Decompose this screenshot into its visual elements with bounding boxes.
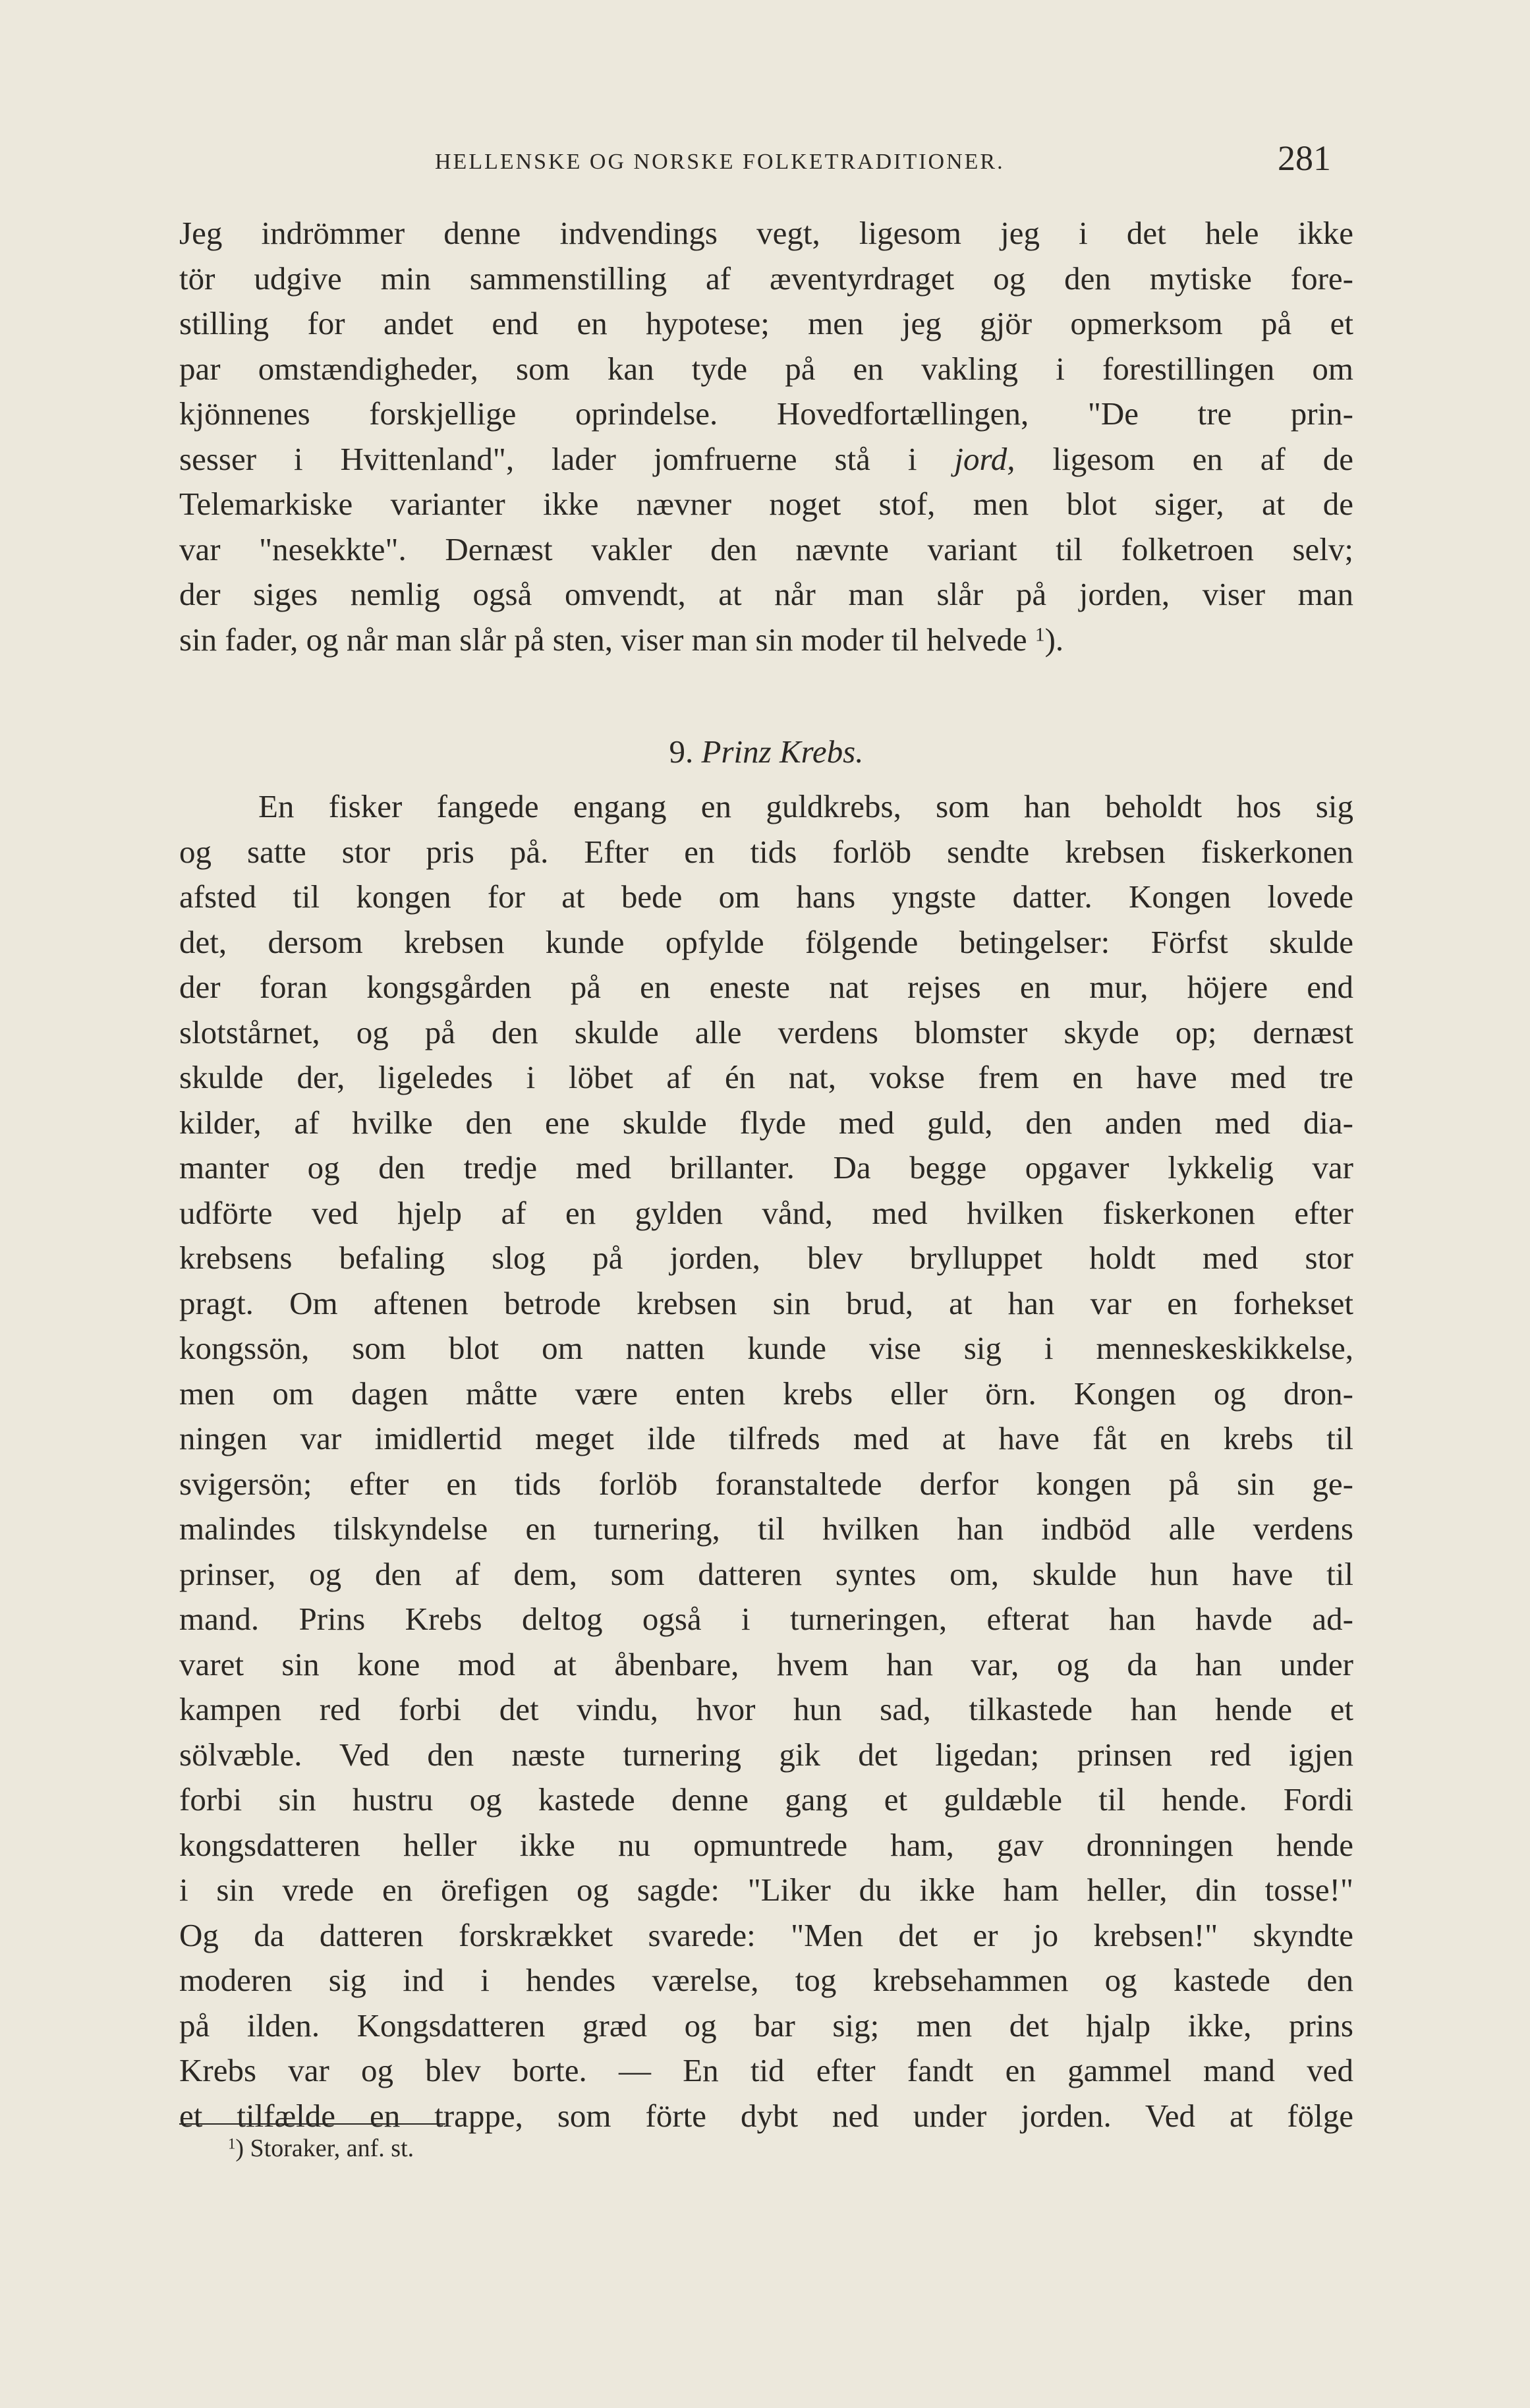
text-line: manter og den tredje med brillanter. Da begge opgaver lykkelig var bbox=[179, 1149, 1353, 1186]
text-line: skulde der, ligeledes i löbet af én nat, vokse frem en have med tre bbox=[179, 1059, 1353, 1095]
text-line: kjönnenes forskjellige oprindelse. Hovedfortællingen, "De tre prin- bbox=[179, 395, 1353, 432]
text-line: forbi sin hustru og kastede denne gang et guldæble til hende. Fordi bbox=[179, 1781, 1353, 1818]
footnote-marker: 1 bbox=[228, 2135, 236, 2152]
text-line bbox=[179, 617, 1353, 663]
text-line: En fisker fangede engang en guldkrebs, som han beholdt hos sig bbox=[258, 788, 1353, 824]
section-heading bbox=[179, 730, 1353, 774]
text-line: der foran kongsgården på en eneste nat rejses en mur, höjere end bbox=[179, 969, 1353, 1005]
text-line: på ilden. Kongsdatteren græd og bar sig; men det hjalp ikke, prins bbox=[179, 2007, 1353, 2044]
text-line: par omstændigheder, som kan tyde på en vakling i forestillingen om bbox=[179, 350, 1353, 387]
text-line: udförte ved hjelp af en gylden vånd, med hvilken fiskerkonen efter bbox=[179, 1194, 1353, 1231]
text-line: prinser, og den af dem, som datteren syntes om, skulde hun have til bbox=[179, 1555, 1353, 1592]
text-segment: ). bbox=[1044, 621, 1064, 658]
text-line: afsted til kongen for at bede om hans yngste datter. Kongen lovede bbox=[179, 878, 1353, 915]
paragraph-2 bbox=[179, 784, 1353, 2138]
text-line: det, dersom krebsen kunde opfylde fölgende betingelser: Förfst skulde bbox=[179, 923, 1353, 960]
text-line: var "nesekkte". Dernæst vakler den nævnte variant til folketroen selv; bbox=[179, 530, 1353, 567]
text-line: et tilfælde en trappe, som förte dybt ned under jorden. Ved at fölge bbox=[179, 2097, 1353, 2134]
text-line: kongssön, som blot om natten kunde vise sig i menneskeskikkelse, bbox=[179, 1330, 1353, 1366]
text-line: Jeg indrömmer denne indvendings vegt, ligesom jeg i det hele ikke bbox=[179, 215, 1353, 251]
text-line: ningen var imidlertid meget ilde tilfreds med at have fåt en krebs til bbox=[179, 1420, 1353, 1456]
text-line: pragt. Om aftenen betrode krebsen sin brud, at han var en forhekset bbox=[179, 1284, 1353, 1321]
running-title: HELLENSKE OG NORSKE FOLKETRADITIONER. bbox=[435, 150, 1005, 174]
text-line: men om dagen måtte være enten krebs eller örn. Kongen og dron- bbox=[179, 1375, 1353, 1412]
text-line: tör udgive min sammenstilling af æventyrdraget og den mytiske fore- bbox=[179, 260, 1353, 297]
section-title: Prinz Krebs. bbox=[701, 733, 864, 770]
text-segment: sin fader, og når man slår på sten, viser man sin moder til helvede bbox=[179, 621, 1035, 658]
text-line: Og da datteren forskrækket svarede: "Men det er jo krebsen!" skyndte bbox=[179, 1916, 1353, 1953]
footnote-divider bbox=[179, 2123, 445, 2125]
text-line: malindes tilskyndelse en turnering, til hvilken han indböd alle verdens bbox=[179, 1510, 1353, 1547]
footnote-reference: 1 bbox=[1034, 623, 1045, 645]
text-line: Krebs var og blev borte. — En tid efter fandt en gammel mand ved bbox=[179, 2052, 1353, 2088]
text-line: svigersön; efter en tids forlöb foranstaltede derfor kongen på sin ge- bbox=[179, 1465, 1353, 1502]
text-line: sölvæble. Ved den næste turnering gik det ligedan; prinsen red igjen bbox=[179, 1736, 1353, 1773]
footnote-text: ) Storaker, anf. st. bbox=[235, 2135, 414, 2162]
text-line: moderen sig ind i hendes værelse, tog krebsehammen og kastede den bbox=[179, 1962, 1353, 1998]
page-header bbox=[178, 135, 1351, 194]
footnote bbox=[228, 2130, 414, 2167]
text-line: varet sin kone mod at åbenbare, hvem han var, og da han under bbox=[179, 1646, 1353, 1682]
text-line: og satte stor pris på. Efter en tids forlöb sendte krebsen fiskerkonen bbox=[179, 833, 1353, 870]
text-segment: ligesom en af de bbox=[1015, 440, 1354, 477]
text-line: mand. Prins Krebs deltog også i turneringen, efterat han havde ad- bbox=[179, 1601, 1353, 1637]
text-line: i sin vrede en örefigen og sagde: "Liker du ikke ham heller, din tosse!" bbox=[179, 1872, 1353, 1908]
text-line: Telemarkiske varianter ikke nævner noget stof, men blot siger, at de bbox=[179, 486, 1353, 522]
text-line: krebsens befaling slog på jorden, blev brylluppet holdt med stor bbox=[179, 1240, 1353, 1276]
text-line: kongsdatteren heller ikke nu opmuntrede ham, gav dronningen hende bbox=[179, 1826, 1353, 1863]
text-line bbox=[179, 437, 1353, 482]
text-line: kampen red forbi det vindu, hvor hun sad, tilkastede han hende et bbox=[179, 1691, 1353, 1727]
text-line: der siges nemlig også omvendt, at når man slår på jorden, viser man bbox=[179, 576, 1353, 612]
section-number: 9. bbox=[669, 733, 694, 770]
text-line: kilder, af hvilke den ene skulde flyde med guld, den anden med dia- bbox=[179, 1104, 1353, 1141]
text-line: slotstårnet, og på den skulde alle verdens blomster skyde op; dernæst bbox=[179, 1014, 1353, 1050]
page-number: 281 bbox=[1278, 138, 1331, 178]
italic-word: jord, bbox=[954, 440, 1015, 477]
text-line: stilling for andet end en hypotese; men jeg gjör opmerksom på et bbox=[179, 305, 1353, 341]
text-segment: sesser i Hvittenland", lader jomfruerne stå i bbox=[179, 440, 955, 477]
paragraph-1 bbox=[179, 211, 1353, 662]
